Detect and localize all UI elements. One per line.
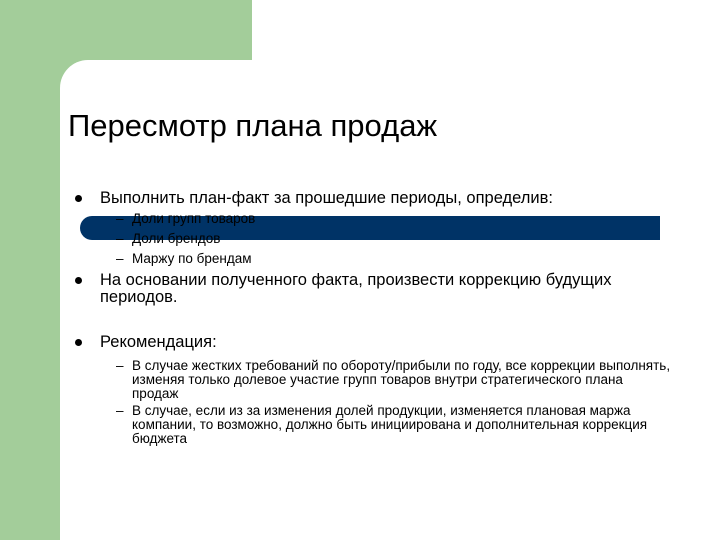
sub-list xyxy=(72,359,702,446)
sub-item-text: Маржу по брендам xyxy=(132,251,252,266)
dash-icon: – xyxy=(116,358,124,373)
slide-content xyxy=(72,190,702,446)
bullet-text: На основании полученного факта, произвести коррекцию будущих периодов. xyxy=(100,271,612,306)
sub-item xyxy=(72,212,702,226)
bullet-item xyxy=(72,190,702,207)
bullet-dot-icon xyxy=(75,195,82,202)
bullet-text: Рекомендация: xyxy=(100,333,217,351)
sub-item xyxy=(72,359,672,401)
dash-icon: – xyxy=(116,211,124,226)
bullet-item xyxy=(72,334,702,351)
sub-item-text: Доли групп товаров xyxy=(132,211,256,226)
bullet-dot-icon xyxy=(75,277,82,284)
bullet-text: Выполнить план-факт за прошедшие периоды, определив: xyxy=(100,189,553,207)
slide-title: Пересмотр плана продаж xyxy=(68,108,438,143)
sub-item-text: Доли брендов xyxy=(132,231,221,246)
dash-icon: – xyxy=(116,251,124,266)
sub-item xyxy=(72,252,702,266)
dash-icon: – xyxy=(116,231,124,246)
dash-icon: – xyxy=(116,403,124,418)
bullet-item xyxy=(72,272,680,306)
sub-item-text: В случае, если из за изменения долей продукции, изменяется плановая маржа компании, то возможно, должно быть инициирована и дополнительная коррекция бюджета xyxy=(132,403,648,446)
decorative-green-strip-left xyxy=(0,0,60,540)
sub-list xyxy=(72,212,702,266)
sub-item xyxy=(72,404,672,446)
sub-item xyxy=(72,232,702,246)
bullet-dot-icon xyxy=(75,339,82,346)
sub-item-text: В случае жестких требований по обороту/прибыли по году, все коррекции выполнять, изменяя только долевое участие групп товаров внутри стратегического плана продаж xyxy=(132,358,671,401)
